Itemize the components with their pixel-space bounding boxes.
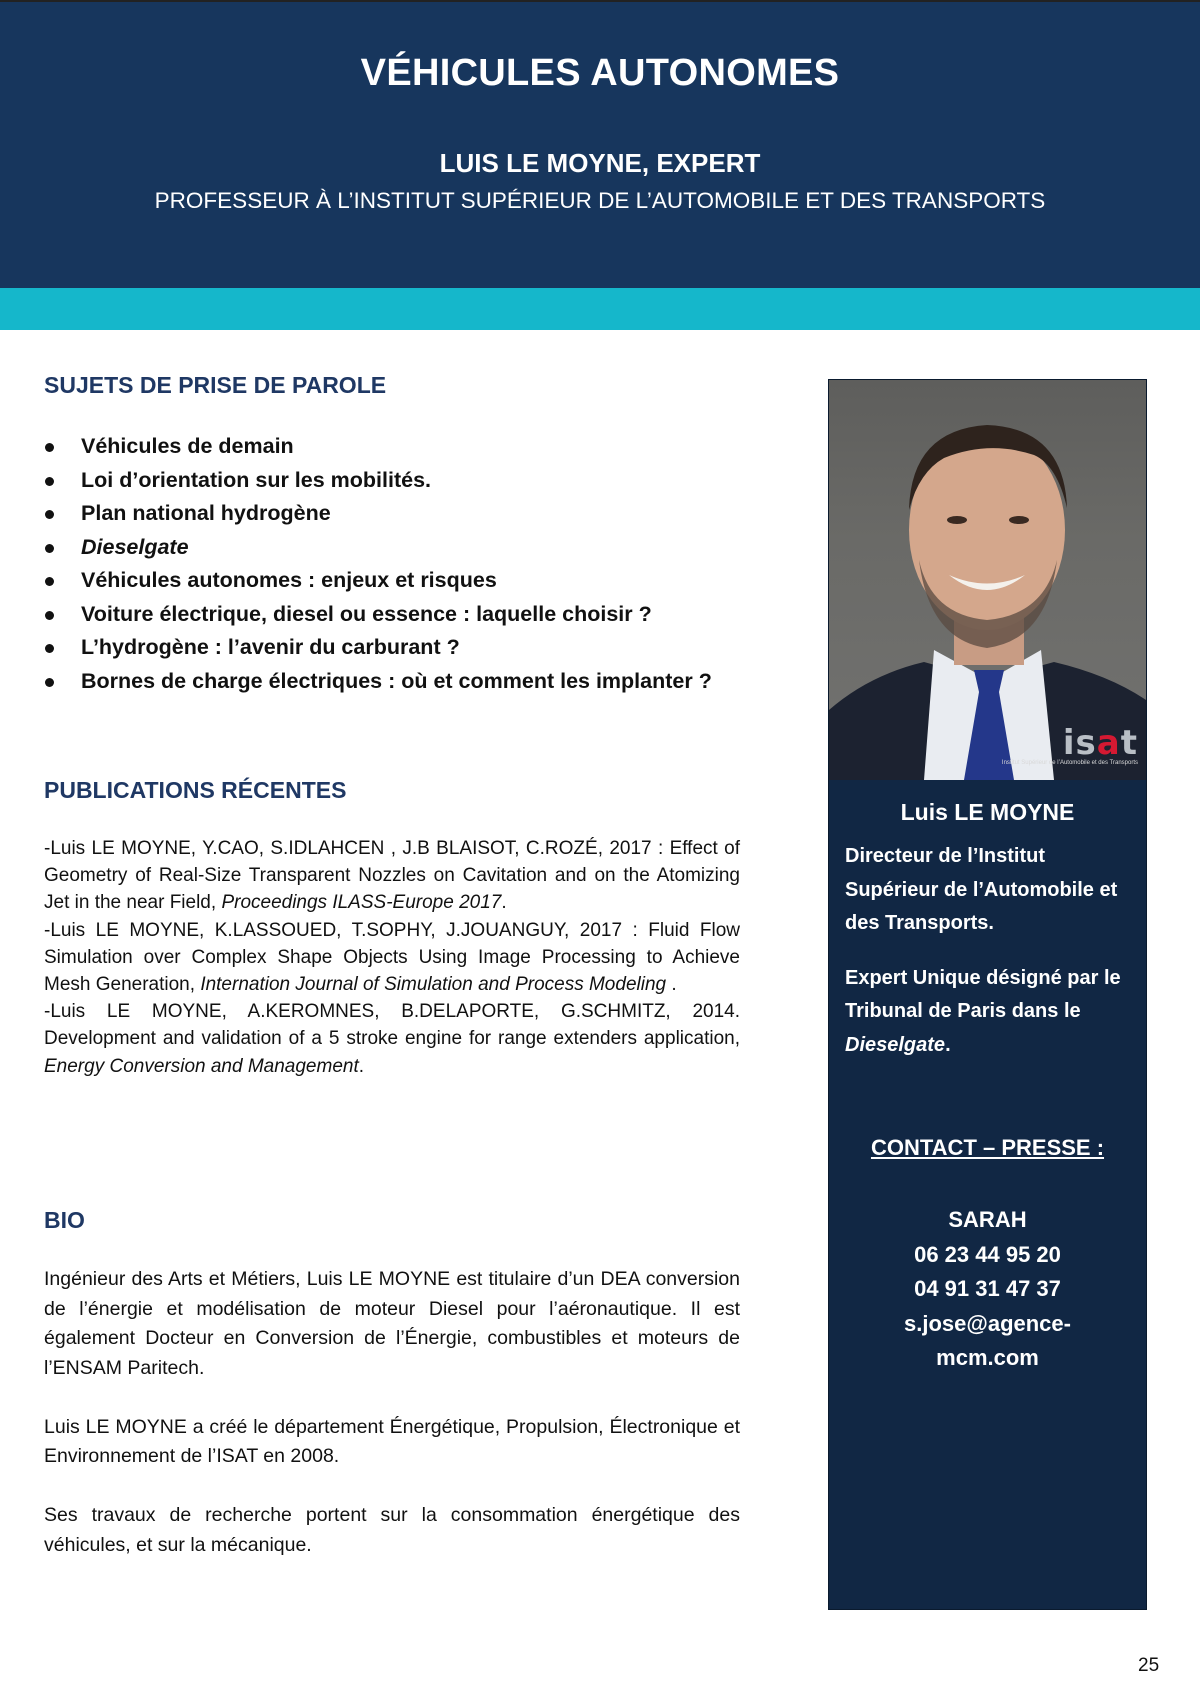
publications-heading: PUBLICATIONS RÉCENTES — [44, 777, 347, 803]
bullet-icon — [45, 678, 54, 687]
accent-band — [0, 288, 1200, 330]
portrait-illustration — [829, 380, 1146, 780]
contact-name: SARAH — [948, 1207, 1027, 1232]
contact-heading: CONTACT – PRESSE : — [870, 1135, 1105, 1160]
bullet-icon — [45, 577, 54, 586]
list-item: Loi d’orientation sur les mobilités. — [44, 464, 740, 498]
list-item: Véhicules de demain — [44, 430, 740, 464]
publications-list — [44, 835, 740, 1080]
topics-heading: SUJETS DE PRISE DE PAROLE — [44, 372, 387, 398]
bio-heading: BIO — [44, 1207, 85, 1233]
portrait-photo — [829, 380, 1146, 780]
list-item: L’hydrogène : l’avenir du carburant ? — [44, 631, 740, 665]
bullet-icon — [45, 510, 54, 519]
bio-paragraph: Ingénieur des Arts et Métiers, Luis LE MOYNE est titulaire d’un DEA conversion de l’énergie et modélisation de moteur Diesel pour l’aéronautique. Il est également Docteur en Conversion de l’Énergie, combustibles et moteurs de l’ENSAM Paritech. — [44, 1268, 740, 1379]
profile-name: Luis LE MOYNE — [900, 799, 1075, 825]
bullet-icon — [45, 443, 54, 452]
profile-panel — [828, 379, 1147, 1610]
contact-email-cont[interactable]: mcm.com — [936, 1345, 1039, 1370]
contact-email[interactable]: s.jose@agence- — [904, 1310, 1071, 1336]
page-header — [0, 2, 1200, 288]
isat-logo: isat Institut Supérieur de l’Automobile et des Transports — [1001, 723, 1138, 766]
list-item: Véhicules autonomes : enjeux et risques — [44, 564, 740, 598]
contact-phone-office[interactable]: 04 91 31 47 37 — [914, 1276, 1061, 1301]
page-number: 25 — [1138, 1655, 1160, 1676]
publication-item: -Luis LE MOYNE, K.LASSOUED, T.SOPHY, J.JOUANGUY, 2017 : Fluid Flow Simulation over Complex Shape Objects Using Image Processing to Achieve Mesh Generation, Internation Journal of Simulation and Process Modeling . — [44, 919, 740, 996]
bullet-icon — [45, 544, 54, 553]
publication-venue: Proceedings ILASS-Europe 2017 — [221, 892, 502, 914]
list-item: Plan national hydrogène — [44, 497, 740, 531]
profile-title: Directeur de l’Institut Supérieur de l’Automobile et des Transports. — [845, 845, 1118, 934]
contact-phone-mobile[interactable]: 06 23 44 95 20 — [914, 1241, 1061, 1267]
publication-item: -Luis LE MOYNE, A.KEROMNES, B.DELAPORTE, G.SCHMITZ, 2014. Development and validation of a 5 stroke engine for range extenders application, Energy Conversion and Management. — [44, 1001, 740, 1077]
bullet-icon — [45, 611, 54, 620]
bio-paragraph: Luis LE MOYNE a créé le département Énergétique, Propulsion, Électronique et Environnement de l’ISAT en 2008. — [44, 1415, 740, 1467]
bio-paragraph: Ses travaux de recherche portent sur la consommation énergétique des véhicules, et sur la mécanique. — [44, 1504, 740, 1556]
bio-text — [44, 1265, 740, 1590]
expert-name: LUIS LE MOYNE, EXPERT — [439, 148, 761, 178]
publication-venue: Energy Conversion and Management — [44, 1055, 359, 1077]
topics-list — [44, 430, 740, 698]
list-item: Dieselgate — [44, 531, 740, 565]
contact-details — [829, 1203, 1146, 1376]
publication-venue: Internation Journal of Simulation and Process Modeling — [200, 974, 667, 996]
bullet-icon — [45, 477, 54, 486]
bullet-icon — [45, 644, 54, 653]
list-item: Bornes de charge électriques : où et comment les implanter ? — [44, 665, 740, 699]
profile-expert-note: Expert Unique désigné par le Tribunal de Paris dans le Dieselgate. — [845, 966, 1121, 1056]
page-title: VÉHICULES AUTONOMES — [360, 52, 840, 94]
profile-description — [845, 840, 1140, 1083]
publication-item: -Luis LE MOYNE, Y.CAO, S.IDLAHCEN , J.B BLAISOT, C.ROZÉ, 2017 : Effect of Geometry of Real-Size Transparent Nozzles on Cavitation and on the Atomizing Jet in the near Field, Proceedings ILASS-Europe 2017. — [44, 838, 740, 914]
expert-role: PROFESSEUR À L’INSTITUT SUPÉRIEUR DE L’AUTOMOBILE ET DES TRANSPORTS — [154, 188, 1046, 213]
list-item: Voiture électrique, diesel ou essence : laquelle choisir ? — [44, 598, 740, 632]
